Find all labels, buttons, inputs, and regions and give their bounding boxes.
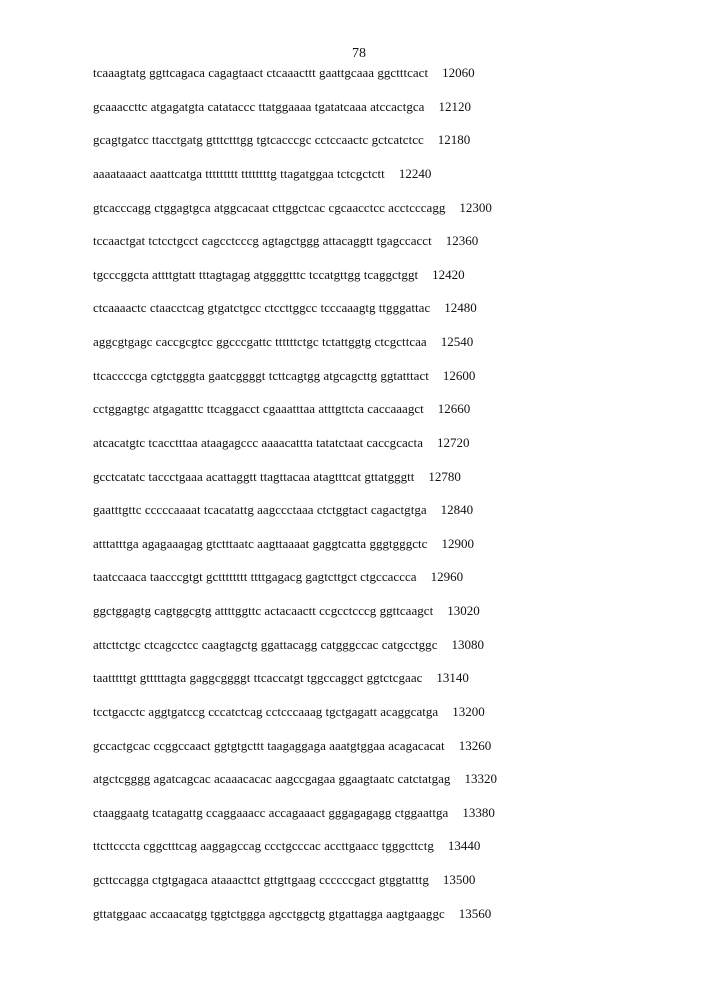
sequence-position: 12420 — [432, 266, 465, 300]
sequence-position: 12840 — [441, 501, 474, 535]
sequence-text: gcaaaccttc atgagatgta catataccc ttatggaaaa tgatatcaaa atccactgca — [93, 98, 424, 132]
sequence-line — [93, 367, 497, 401]
sequence-line — [93, 501, 497, 535]
sequence-position: 12960 — [431, 568, 464, 602]
sequence-text: gcttccagga ctgtgagaca ataaacttct gttgttgaag ccccccgact gtggtatttg — [93, 871, 429, 905]
sequence-text: gcctcatatc taccctgaaa acattaggtt ttagttacaa atagtttcat gttatgggtt — [93, 468, 414, 502]
sequence-position: 12600 — [443, 367, 476, 401]
sequence-line — [93, 434, 497, 468]
sequence-line — [93, 98, 497, 132]
sequence-line — [93, 333, 497, 367]
sequence-line — [93, 199, 497, 233]
sequence-text: attcttctgc ctcagcctcc caagtagctg ggattacagg catgggccac catgcctggc — [93, 636, 438, 670]
sequence-text: tcctgacctc aggtgatccg cccatctcag cctcccaaag tgctgagatt acaggcatga — [93, 703, 438, 737]
sequence-position: 12180 — [438, 131, 471, 165]
sequence-line — [93, 737, 497, 771]
sequence-text: gtcacccagg ctggagtgca atggcacaat cttggctcac cgcaacctcc acctcccagg — [93, 199, 445, 233]
sequence-position: 13260 — [459, 737, 492, 771]
sequence-line — [93, 804, 497, 838]
sequence-position: 12660 — [438, 400, 471, 434]
sequence-text: tccaactgat tctcctgcct cagcctcccg agtagctggg attacaggtt tgagccacct — [93, 232, 432, 266]
sequence-line — [93, 64, 497, 98]
sequence-position: 13500 — [443, 871, 476, 905]
sequence-position: 12120 — [438, 98, 471, 132]
sequence-line — [93, 905, 497, 939]
sequence-line — [93, 568, 497, 602]
sequence-text: gttatggaac accaacatgg tggtctggga agcctggctg gtgattagga aagtgaaggc — [93, 905, 445, 939]
sequence-text: gaatttgttc cccccaaaat tcacatattg aagccctaaa ctctggtact cagactgtga — [93, 501, 427, 535]
sequence-position: 12360 — [446, 232, 479, 266]
sequence-line — [93, 232, 497, 266]
sequence-line — [93, 535, 497, 569]
sequence-text: ctaaggaatg tcatagattg ccaggaaacc accagaaact gggagagagg ctggaattga — [93, 804, 448, 838]
sequence-line — [93, 400, 497, 434]
sequence-line — [93, 669, 497, 703]
sequence-line — [93, 131, 497, 165]
sequence-position: 13380 — [462, 804, 495, 838]
sequence-position: 13140 — [436, 669, 469, 703]
sequence-line — [93, 636, 497, 670]
sequence-position: 13440 — [448, 837, 481, 871]
sequence-line — [93, 165, 497, 199]
sequence-text: atcacatgtc tcacctttaa ataagagccc aaaacattta tatatctaat caccgcacta — [93, 434, 423, 468]
sequence-text: atttatttga agagaaagag gtctttaatc aagttaaaat gaggtcatta gggtgggctc — [93, 535, 427, 569]
sequence-position: 12540 — [441, 333, 474, 367]
sequence-position: 12300 — [459, 199, 492, 233]
sequence-position: 12240 — [399, 165, 432, 199]
sequence-text: tgcccggcta attttgtatt tttagtagag atggggtttc tccatgttgg tcaggctggt — [93, 266, 418, 300]
sequence-position: 13200 — [452, 703, 485, 737]
sequence-line — [93, 770, 497, 804]
sequence-position: 12900 — [441, 535, 474, 569]
sequence-text: tcaaagtatg ggttcagaca cagagtaact ctcaaacttt gaattgcaaa ggctttcact — [93, 64, 428, 98]
sequence-text: gccactgcac ccggccaact ggtgtgcttt taagaggaga aaatgtggaa acagacacat — [93, 737, 445, 771]
sequence-text: ggctggagtg cagtggcgtg attttggttc actacaactt ccgcctcccg ggttcaagct — [93, 602, 433, 636]
sequence-line — [93, 299, 497, 333]
sequence-text: taatccaaca taacccgtgt gctttttttt ttttgagacg gagtcttgct ctgccaccca — [93, 568, 417, 602]
sequence-text: taatttttgt gtttttagta gaggcggggt ttcaccatgt tggccaggct ggtctcgaac — [93, 669, 422, 703]
sequence-text: ttcttcccta cggctttcag aaggagccag ccctgcccac accttgaacc tgggcttctg — [93, 837, 434, 871]
sequence-line — [93, 266, 497, 300]
sequence-position: 13080 — [452, 636, 485, 670]
sequence-position: 13560 — [459, 905, 492, 939]
sequence-position: 13020 — [447, 602, 480, 636]
sequence-line — [93, 468, 497, 502]
sequence-position: 12720 — [437, 434, 470, 468]
sequence-text: cctggagtgc atgagatttc ttcaggacct cgaaatttaa atttgttcta caccaaagct — [93, 400, 424, 434]
sequence-text: ctcaaaactc ctaacctcag gtgatctgcc ctccttggcc tcccaaagtg ttgggattac — [93, 299, 430, 333]
sequence-line — [93, 602, 497, 636]
sequence-text: aggcgtgagc caccgcgtcc ggcccgattc ttttttctgc tctattggtg ctcgcttcaa — [93, 333, 427, 367]
sequence-position: 12060 — [442, 64, 475, 98]
sequence-text: gcagtgatcc ttacctgatg gtttctttgg tgtcacccgc cctccaactc gctcatctcc — [93, 131, 424, 165]
page-number: 78 — [0, 46, 718, 62]
sequence-listing — [93, 64, 497, 938]
sequence-line — [93, 871, 497, 905]
sequence-text: aaaataaact aaattcatga ttttttttt ttttttttg ttagatggaa tctcgctctt — [93, 165, 385, 199]
sequence-position: 12780 — [428, 468, 461, 502]
sequence-position: 13320 — [464, 770, 497, 804]
sequence-line — [93, 703, 497, 737]
sequence-line — [93, 837, 497, 871]
sequence-text: ttcaccccga cgtctgggta gaatcggggt tcttcagtgg atgcagcttg ggtatttact — [93, 367, 429, 401]
sequence-position: 12480 — [444, 299, 477, 333]
sequence-text: atgctcgggg agatcagcac acaaacacac aagccgagaa ggaagtaatc catctatgag — [93, 770, 450, 804]
